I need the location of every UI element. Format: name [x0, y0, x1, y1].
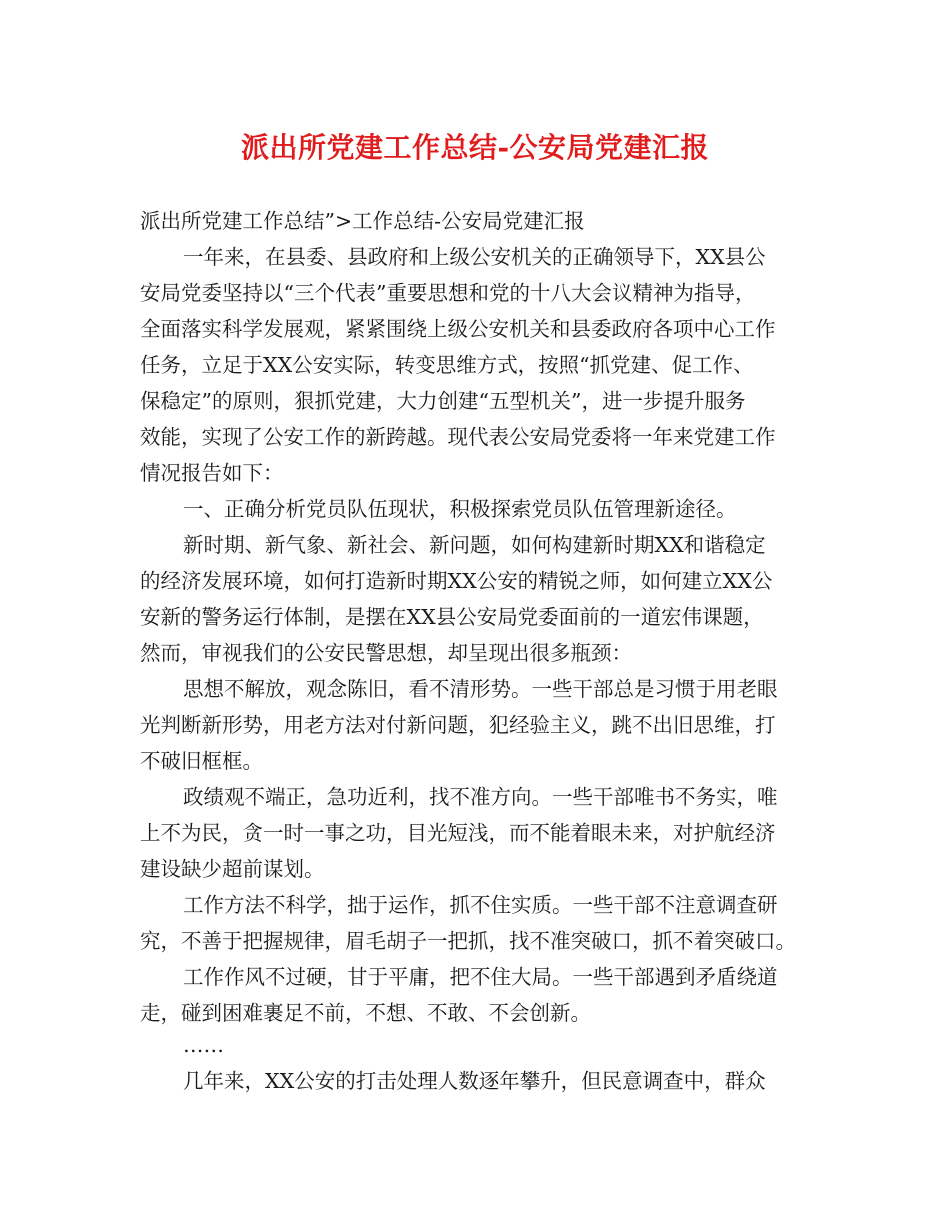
- body-line: 政绩观不端正，急功近利，找不准方向。一些干部唯书不务实，唯: [183, 785, 778, 809]
- body-line: 效能，实现了公安工作的新跨越。现代表公安局党委将一年来党建工作: [140, 425, 776, 449]
- subtitle-line: 派出所党建工作总结”>工作总结-公安局党建汇报: [140, 209, 585, 233]
- body-line: 上不为民，贪一时一事之功，目光短浅，而不能着眼未来，对护航经济: [140, 821, 776, 845]
- body-line: 的经济发展环境，如何打造新时期XX公安的精锐之师，如何建立XX公: [140, 569, 773, 593]
- ellipsis-line: ……: [183, 1033, 224, 1057]
- body-line: 工作作风不过硬，甘于平庸，把不住大局。一些干部遇到矛盾绕道: [183, 965, 778, 989]
- body-line: 安新的警务运行体制，是摆在XX县公安局党委面前的一道宏伟课题，: [140, 605, 764, 629]
- body-line: 新时期、新气象、新社会、新问题，如何构建新时期XX和谐稳定: [183, 533, 766, 557]
- body-line: 思想不解放，观念陈旧，看不清形势。一些干部总是习惯于用老眼: [183, 677, 778, 701]
- body-line: 一年来，在县委、县政府和上级公安机关的正确领导下，XX县公: [183, 245, 766, 269]
- body-line: 走，碰到困难裹足不前，不想、不敢、不会创新。: [140, 1001, 591, 1025]
- body-line: 建设缺少超前谋划。: [140, 857, 325, 881]
- body-line: 安局党委坚持以“三个代表”重要思想和党的十八大会议精神为指导，: [140, 281, 756, 305]
- body-line: 工作方法不科学，拙于运作，抓不住实质。一些干部不注意调查研: [183, 893, 778, 917]
- body-line: 保稳定”的原则，狠抓党建，大力创建“五型机关”，进一步提升服务: [140, 389, 746, 413]
- body-line: 全面落实科学发展观，紧紧围绕上级公安机关和县委政府各项中心工作: [140, 317, 776, 341]
- body-line: 然而，审视我们的公安民警思想，却呈现出很多瓶颈：: [140, 641, 632, 665]
- body-line: 情况报告如下：: [140, 461, 284, 485]
- body-line: 光判断新形势，用老方法对付新问题，犯经验主义，跳不出旧思维，打: [140, 713, 776, 737]
- section-heading: 一、正确分析党员队伍现状，积极探索党员队伍管理新途径。: [183, 497, 737, 521]
- body-line: 几年来，XX公安的打击处理人数逐年攀升，但民意调查中，群众: [183, 1069, 766, 1093]
- body-line: 不破旧框框。: [140, 749, 263, 773]
- document-title: 派出所党建工作总结-公安局党建汇报: [240, 131, 710, 164]
- body-line: 究，不善于把握规律，眉毛胡子一把抓，找不准突破口，抓不着突破口。: [140, 929, 796, 953]
- body-line: 任务，立足于XX公安实际，转变思维方式，按照“抓党建、促工作、: [140, 353, 754, 377]
